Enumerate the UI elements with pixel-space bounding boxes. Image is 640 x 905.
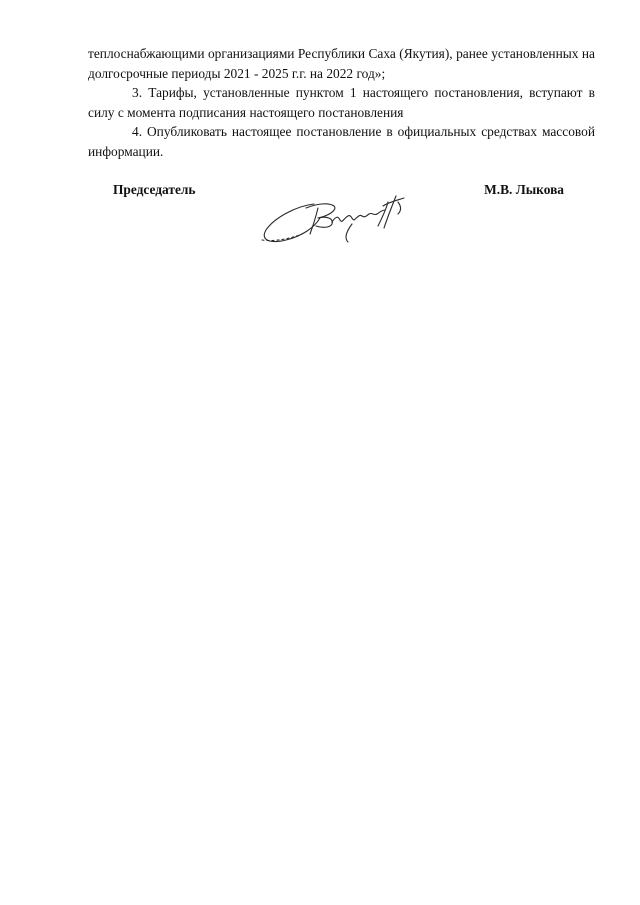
document-body <box>88 44 595 161</box>
paragraph-item-3: 3. Тарифы, установленные пунктом 1 настоящего постановления, вступают в силу с момента подписания настоящего постановления <box>88 85 595 120</box>
paragraph-item-4: 4. Опубликовать настоящее постановление в официальных средствах массовой информации. <box>88 124 595 159</box>
paragraph-continuation: теплоснабжающими организациями Республики Саха (Якутия), ранее установленных на долгосрочные периоды 2021 - 2025 г.г. на 2022 год»; <box>88 46 595 81</box>
signatory-name: М.В. Лыкова <box>484 182 564 197</box>
signatory-title: Председатель <box>113 182 196 197</box>
handwritten-signature <box>256 188 416 252</box>
